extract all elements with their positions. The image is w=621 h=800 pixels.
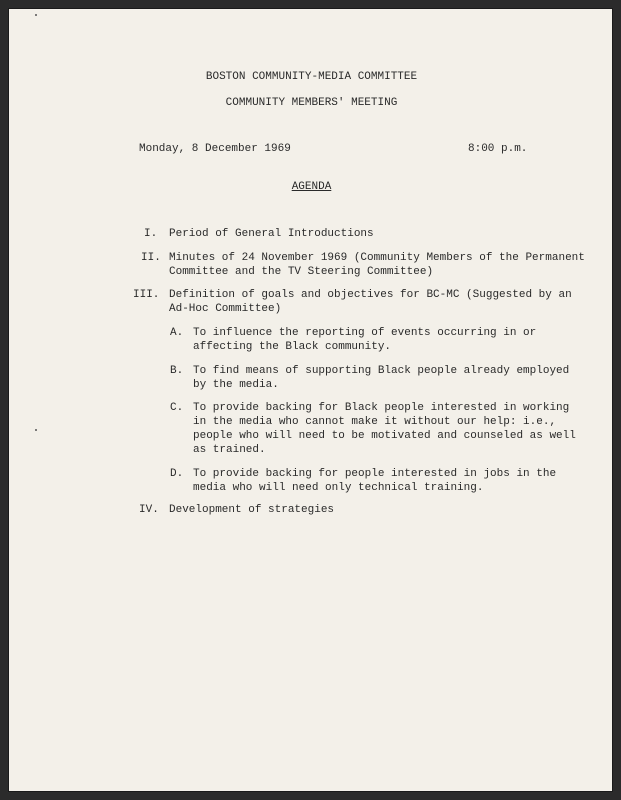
agenda-numeral: I. bbox=[144, 228, 158, 240]
agenda-numeral: III. bbox=[133, 289, 160, 301]
meeting-title: COMMUNITY MEMBERS' MEETING bbox=[225, 97, 398, 109]
subitem-text: To find means of supporting Black people already employed bbox=[193, 365, 570, 377]
agenda-item-text: Minutes of 24 November 1969 (Community Members of the Permanent bbox=[169, 252, 585, 264]
agenda-item-text: Definition of goals and objectives for BC-MC (Suggested by an bbox=[169, 289, 572, 301]
agenda-item-text: Ad-Hoc Committee) bbox=[169, 303, 282, 315]
ink-speck bbox=[35, 429, 37, 431]
subitem-text: media who will need only technical training. bbox=[193, 482, 484, 494]
subitem-letter: D. bbox=[170, 468, 184, 480]
subitem-text: To provide backing for Black people interested in working bbox=[193, 402, 570, 414]
subitem-letter: B. bbox=[170, 365, 184, 377]
organization-title: BOSTON COMMUNITY-MEDIA COMMITTEE bbox=[205, 71, 418, 83]
subitem-letter: A. bbox=[170, 327, 184, 339]
agenda-item-text: Committee and the TV Steering Committee) bbox=[169, 266, 434, 278]
agenda-item-text: Period of General Introductions bbox=[169, 228, 374, 240]
meeting-date: Monday, 8 December 1969 bbox=[139, 143, 291, 155]
subitem-text: by the media. bbox=[193, 379, 279, 391]
subitem-text: as trained. bbox=[193, 444, 266, 456]
subitem-text: To influence the reporting of events occurring in or bbox=[193, 327, 537, 339]
document-page bbox=[8, 8, 613, 792]
ink-speck bbox=[35, 14, 37, 16]
agenda-numeral: II. bbox=[141, 252, 161, 264]
subitem-letter: C. bbox=[170, 402, 184, 414]
agenda-title: AGENDA bbox=[291, 181, 332, 193]
meeting-time: 8:00 p.m. bbox=[468, 143, 528, 155]
subitem-text: in the media who cannot make it without our help: i.e., bbox=[193, 416, 557, 428]
subitem-text: affecting the Black community. bbox=[193, 341, 392, 353]
agenda-numeral: IV. bbox=[139, 504, 159, 516]
subitem-text: To provide backing for people interested in jobs in the bbox=[193, 468, 557, 480]
agenda-item-text: Development of strategies bbox=[169, 504, 335, 516]
subitem-text: people who will need to be motivated and counseled as well bbox=[193, 430, 576, 442]
